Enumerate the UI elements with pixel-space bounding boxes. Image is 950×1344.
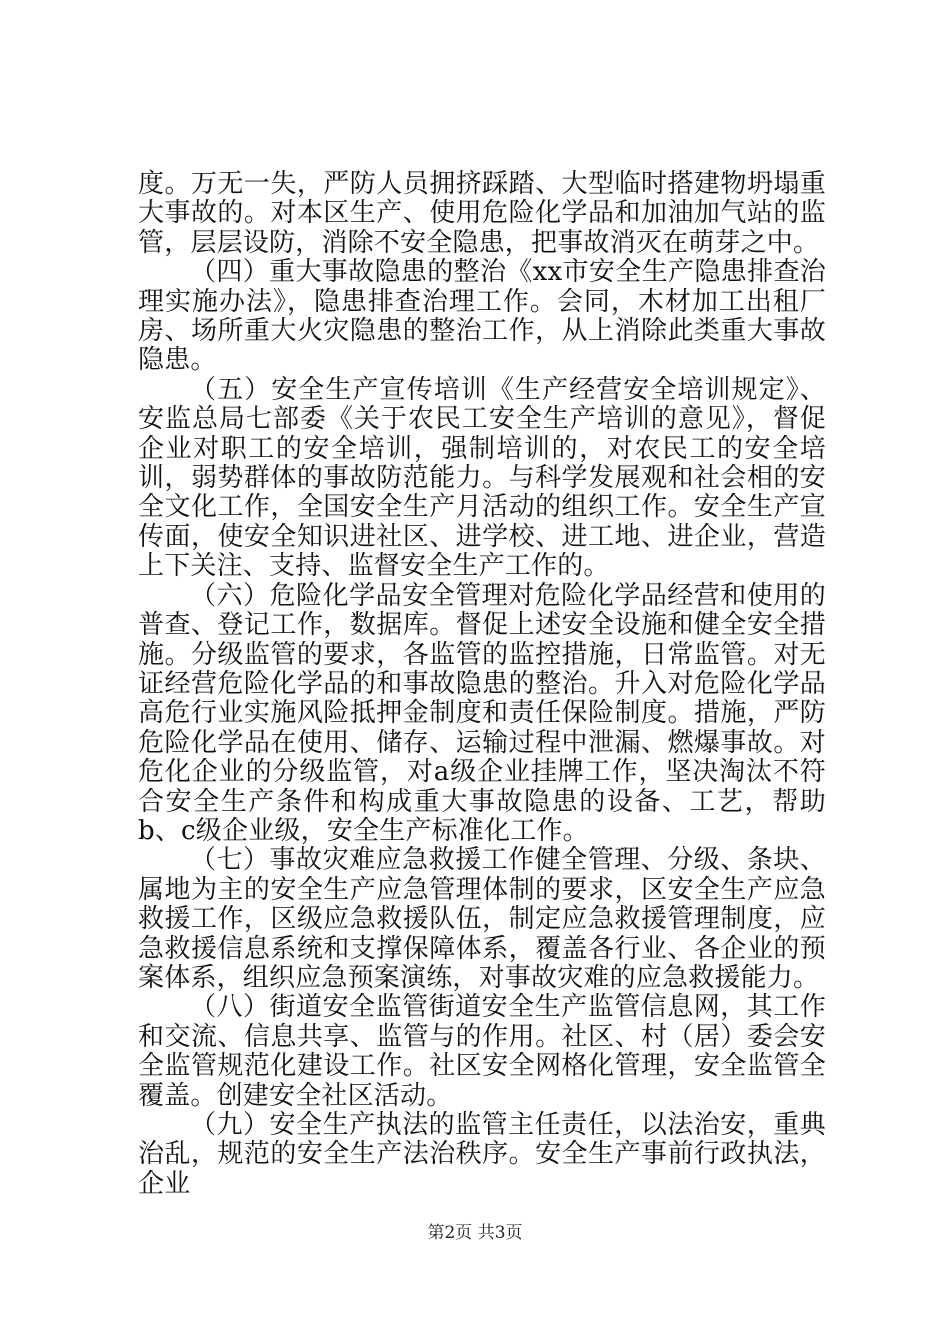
paragraph-section-4: （四）重大事故隐患的整治《xx市安全生产隐患排查治理实施办法》，隐患排查治理工作。会同，木材加工出租厂房、场所重大火灾隐患的整治工作，从上消除此类重大事故隐患。	[138, 257, 826, 376]
paragraph-continuation: 度。万无一失，严防人员拥挤踩踏、大型临时搭建物坍塌重大事故的。对本区生产、使用危险化学品和加油加气站的监管，层层设防，消除不安全隐患，把事故消灭在萌芽之中。	[138, 169, 826, 258]
paragraph-section-9: （九）安全生产执法的监管主任责任，以法治安，重典治乱，规范的安全生产法治秩序。安全生产事前行政执法，企业	[138, 1110, 826, 1199]
paragraph-section-8: （八）街道安全监管街道安全生产监管信息网，其工作和交流、信息共享、监管与的作用。社区、村（居）委会安全监管规范化建设工作。社区安全网格化管理，安全监管全覆盖。创建安全社区活动。	[138, 992, 826, 1111]
paragraph-section-5: （五）安全生产宣传培训《生产经营安全培训规定》、安监总局七部委《关于农民工安全生产培训的意见》，督促企业对职工的安全培训，强制培训的，对农民工的安全培训，弱势群体的事故防范能力。与科学发展观和社会相的安全文化工作，全国安全生产月活动的组织工作。安全生产宣传面，使安全知识进社区、进学校、进工地、进企业，营造上下关注、支持、监督安全生产工作的。	[138, 374, 826, 582]
paragraph-section-6: （六）危险化学品安全管理对危险化学品经营和使用的普查、登记工作，数据库。督促上述安全设施和健全安全措施。分级监管的要求，各监管的监控措施，日常监管。对无证经营危险化学品的和事故隐患的整治。升入对危险化学品高危行业实施风险抵押金制度和责任保险制度。措施，严防危险化学品在使用、储存、运输过程中泄漏、燃爆事故。对危化企业的分级监管，对a级企业挂牌工作，坚决淘汰不符合安全生产条件和构成重大事故隐患的设备、工艺，帮助b、c级企业级，安全生产标准化工作。	[138, 580, 826, 846]
paragraph-section-7: （七）事故灾难应急救援工作健全管理、分级、条块、属地为主的安全生产应急管理体制的要求，区安全生产应急救援工作，区级应急救援队伍，制定应急救援管理制度，应急救援信息系统和支撑保障体系，覆盖各行业、各企业的预案体系，组织应急预案演练，对事故灾难的应急救援能力。	[138, 845, 826, 993]
document-body	[138, 170, 826, 1199]
page-footer: 第2页 共3页	[427, 1223, 523, 1243]
